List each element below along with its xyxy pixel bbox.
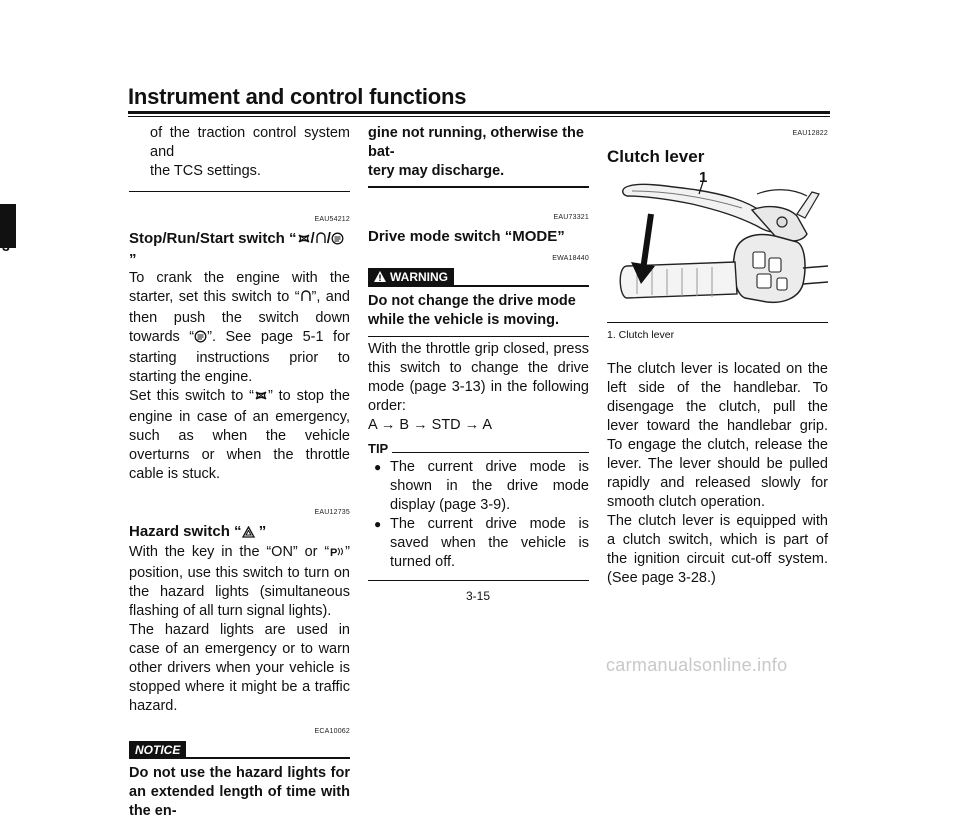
hazard-switch-heading: Hazard switch “ ”	[129, 522, 350, 543]
tip-header	[368, 439, 589, 458]
clutch-paragraph-2: The clutch lever is equipped with a clutch switch, which is part of the ignition circuit cut-off system. (See page 3-28.)	[607, 513, 828, 586]
column-2	[368, 124, 589, 581]
page-header-title: Instrument and control functions	[128, 84, 467, 109]
parking-symbol-icon	[329, 545, 345, 564]
figure-caption: 1. Clutch lever	[607, 329, 675, 341]
section-code: ECA10062	[314, 728, 350, 735]
text-line: of the traction control system and	[150, 125, 350, 160]
svg-text:P: P	[330, 547, 338, 558]
drive-mode-body: With the throttle grip closed, press this switch to change the drive mode (page 3-13) in the following order:	[368, 341, 589, 414]
notice-text: Do not use the hazard lights for an extended length of time with the en-	[129, 765, 350, 819]
chapter-number: 3	[2, 238, 10, 254]
bullet-icon: ●	[374, 517, 382, 531]
stop-symbol-icon	[254, 389, 268, 408]
warning-badge: WARNING	[368, 268, 454, 287]
figure-caption-rule	[607, 322, 828, 323]
notice-badge: NOTICE	[129, 741, 186, 759]
drive-mode-order: A → B → STD → A	[368, 417, 493, 433]
column-1	[129, 124, 350, 821]
section-code: EAU54212	[314, 216, 350, 223]
drive-mode-heading: Drive mode switch “MODE”	[368, 228, 565, 245]
warning-text: Do not change the drive mode while the vehicle is moving.	[368, 293, 576, 328]
tip-end-rule	[368, 580, 589, 581]
section-code: EAU12735	[314, 509, 350, 516]
warning-end-rule	[368, 336, 589, 337]
header-rule	[128, 111, 830, 114]
text-line: the TCS settings.	[150, 163, 261, 179]
run-symbol-icon	[300, 290, 312, 309]
start-symbol-icon	[331, 231, 344, 250]
hazard-paragraph-2: The hazard lights are used in case of an emergency or to warn other drivers when your vehicle is stopped where it might be a traffic hazard.	[129, 622, 350, 714]
clutch-lever-heading: Clutch lever	[607, 147, 705, 166]
clutch-paragraph-1: The clutch lever is located on the left side of the handlebar. To disengage the clutch, pull the lever toward the handlebar grip. To engage the clutch, release the lever. The lever should be pulled rapidly and released slowly for smooth clutch operation.	[607, 361, 828, 510]
text-line: gine not running, otherwise the bat-	[368, 125, 584, 160]
warning-rule	[454, 285, 589, 287]
notice-end-rule	[368, 186, 589, 188]
section-code: EAU73321	[553, 214, 589, 221]
header-rule-thin	[128, 116, 830, 117]
continued-text	[129, 124, 350, 181]
notice-header	[129, 741, 350, 759]
tip-rule	[392, 452, 589, 453]
watermark-text: carmanualsonline.info	[606, 655, 788, 675]
warning-header	[368, 268, 589, 287]
figure-callout-number: 1	[699, 169, 708, 186]
clutch-lever-figure	[607, 169, 828, 314]
notice-continued	[368, 124, 589, 181]
bullet-icon: ●	[374, 460, 382, 474]
stop-symbol-icon	[297, 231, 311, 250]
tip-item: ● The current drive mode is shown in the drive mode display (page 3-9).	[368, 458, 589, 515]
page-number: 3-15	[466, 589, 491, 603]
run-symbol-icon	[315, 231, 327, 250]
warning-triangle-icon	[373, 270, 387, 283]
notice-rule	[186, 757, 350, 759]
warning-code: EWA18440	[552, 255, 589, 262]
section-code: EAU12822	[792, 130, 828, 137]
hazard-triangle-icon	[242, 524, 255, 543]
clutch-lever-illustration	[607, 174, 828, 314]
stop-run-start-heading: Stop/Run/Start switch “ / /”	[129, 229, 350, 269]
text-line: tery may discharge.	[368, 163, 505, 179]
column-3	[607, 124, 828, 588]
tip-label: TIP	[368, 441, 389, 456]
start-symbol-icon	[194, 330, 207, 349]
tip-item: ● The current drive mode is saved when the vehicle is turned off.	[368, 515, 589, 572]
stop-run-start-paragraph-1: To crank the engine with the starter, set this switch to “ ”, and then push the switch down towards “ ”. See page 5-1 for starting instructions prior to starting the engine.	[129, 270, 350, 385]
stop-run-start-paragraph-2: Set this switch to “ ” to stop the engine in case of an emergency, such as when the vehicle overturns or when the throttle cable is stuck.	[129, 388, 350, 482]
section-rule	[129, 191, 350, 192]
hazard-paragraph-1: With the key in the “ON” or “ P ” position, use this switch to turn on the hazard lights (simultaneous flashing of all turn signal lights).	[129, 544, 350, 619]
